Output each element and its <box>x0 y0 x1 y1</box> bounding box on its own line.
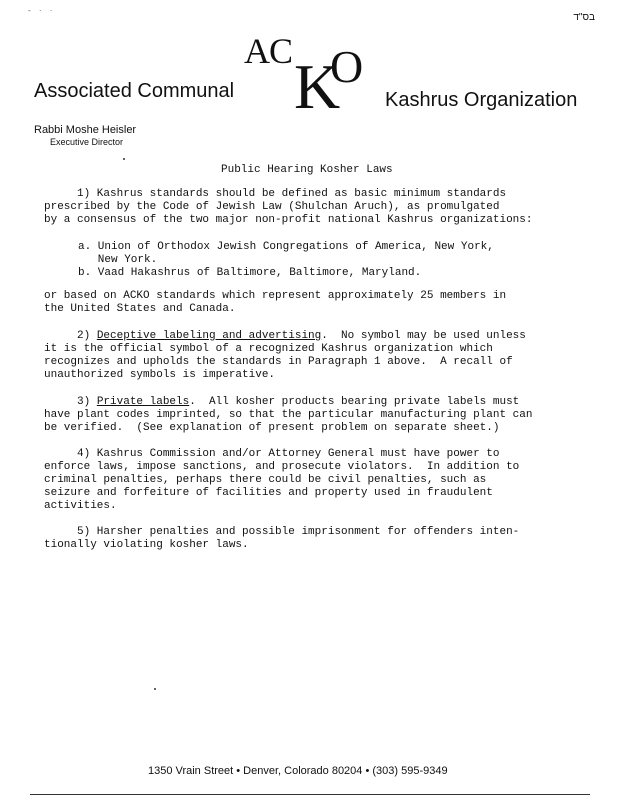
para1-line-1: 1) Kashrus standards should be defined as basic minimum standards <box>44 188 507 200</box>
list-item-a-line-2: New York. <box>78 254 158 266</box>
para1-line-3: by a consensus of the two major non-profit national Kashrus organizations: <box>44 214 533 226</box>
para3-line-3: be verified. (See explanation of present problem on separate sheet.) <box>44 422 500 434</box>
scan-speck <box>123 158 125 160</box>
para4-line-3: criminal penalties, perhaps there could be civil penalties, such as <box>44 474 487 486</box>
para3-line1-rest: . All kosher products bearing private labels must <box>189 396 520 408</box>
para2-line-1 <box>44 330 526 342</box>
logo-k: K <box>294 51 341 122</box>
para3-heading: Private labels <box>96 396 190 408</box>
para2-line1-rest: . No symbol may be used unless <box>321 330 526 342</box>
list-item-a-line-1: a. Union of Orthodox Jewish Congregations of America, New York, <box>78 241 494 253</box>
para2-number: 2) <box>44 330 97 342</box>
org-name-right: Kashrus Organization <box>385 89 578 111</box>
para2-line-3: recognizes and upholds the standards in Paragraph 1 above. A recall of <box>44 356 513 368</box>
scan-speck <box>154 688 156 690</box>
org-name-left: Associated Communal <box>34 80 235 102</box>
para4-line-1: 4) Kashrus Commission and/or Attorney General must have power to <box>44 448 500 460</box>
para2-line-2: it is the official symbol of a recognized Kashrus organization which <box>44 343 493 355</box>
para1-cont-line-2: the United States and Canada. <box>44 303 236 315</box>
footer-address: 1350 Vrain Street • Denver, Colorado 80204 • (303) 595-9349 <box>148 765 448 777</box>
para3-line-1 <box>44 396 519 408</box>
director-name: Rabbi Moshe Heisler <box>34 124 137 136</box>
para4-line-2: enforce laws, impose sanctions, and prosecute violators. In addition to <box>44 461 520 473</box>
para4-line-5: activities. <box>44 500 117 512</box>
document-title: Public Hearing Kosher Laws <box>221 164 393 176</box>
footer-rule <box>30 794 590 795</box>
hebrew-mark: בס"ד <box>573 12 595 23</box>
list-item-b: b. Vaad Hakashrus of Baltimore, Baltimore, Maryland. <box>78 267 422 279</box>
para1-line-2: prescribed by the Code of Jewish Law (Shulchan Aruch), as promulgated <box>44 201 500 213</box>
para5-line-2: tionally violating kosher laws. <box>44 539 249 551</box>
scan-specks: - · · <box>28 6 56 15</box>
director-title: Executive Director <box>50 137 124 147</box>
acko-logo <box>240 20 380 122</box>
para2-heading: Deceptive labeling and advertising <box>96 330 322 342</box>
logo-o: O <box>330 41 364 92</box>
logo-ac: AC <box>244 31 293 71</box>
para1-cont-line-1: or based on ACKO standards which represent approximately 25 members in <box>44 290 507 302</box>
para4-line-4: seizure and forfeiture of facilities and property used in fraudulent <box>44 487 493 499</box>
para5-line-1: 5) Harsher penalties and possible imprisonment for offenders inten- <box>44 526 520 538</box>
para3-number: 3) <box>44 396 97 408</box>
para2-line-4: unauthorized symbols is imperative. <box>44 369 276 381</box>
para3-line-2: have plant codes imprinted, so that the particular manufacturing plant can <box>44 409 533 421</box>
